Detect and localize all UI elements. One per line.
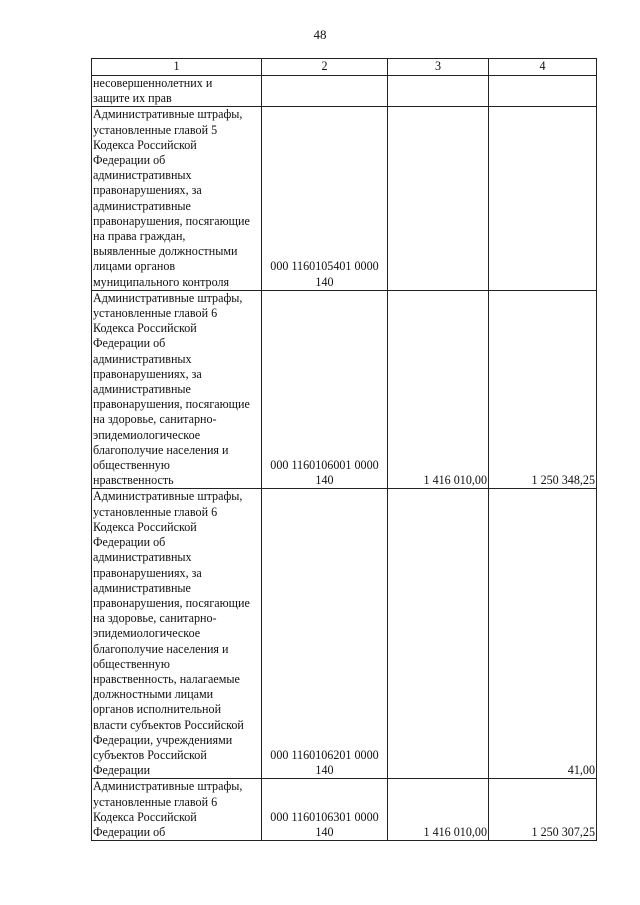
- row-name-cell: [92, 290, 262, 489]
- table-row: [92, 290, 597, 489]
- row-code-cell: [262, 76, 388, 107]
- row-col3-cell: 1 416 010,00: [388, 779, 489, 841]
- row-name-cell: [92, 779, 262, 841]
- row-code-cell: 000 1160106301 0000 140: [262, 779, 388, 841]
- table-row: [92, 76, 597, 107]
- row-description: Административные штрафы, установленные главой 5 Кодекса Российской Федерации об административных правонарушениях, за административные правонарушения, посягающие на права граждан, выявленные должностными лицами органов муниципального контроля: [93, 107, 250, 289]
- row-col4-cell: 1 250 307,25: [489, 779, 597, 841]
- row-name-cell: [92, 76, 262, 107]
- row-description: Административные штрафы, установленные главой 6 Кодекса Российской Федерации об: [93, 779, 243, 839]
- row-name-cell: [92, 107, 262, 290]
- row-col4-cell: [489, 76, 597, 107]
- column-header-2: 2: [262, 59, 388, 76]
- table-row: [92, 489, 597, 779]
- column-header-1: 1: [92, 59, 262, 76]
- row-col3-cell: 1 416 010,00: [388, 290, 489, 489]
- row-col4-cell: 41,00: [489, 489, 597, 779]
- row-description: Административные штрафы, установленные главой 6 Кодекса Российской Федерации об административных правонарушениях, за административные правонарушения, посягающие на здоровье, санитарно- эпидемиологическое благополучие населения и общественную нравственность, налагаемые должностными лицами органов исполнительной власти субъектов Российской Федерации, учреждениями субъектов Российской Федерации: [93, 489, 250, 778]
- row-col3-cell: [388, 489, 489, 779]
- table-row: [92, 107, 597, 290]
- column-header-4: 4: [489, 59, 597, 76]
- row-col3-cell: [388, 76, 489, 107]
- row-col3-cell: [388, 107, 489, 290]
- row-description: несовершеннолетних и защите их прав: [93, 76, 213, 106]
- page-number: 48: [313, 27, 327, 42]
- row-code-cell: 000 1160106201 0000 140: [262, 489, 388, 779]
- table-row: [92, 779, 597, 841]
- row-code-cell: 000 1160106001 0000 140: [262, 290, 388, 489]
- column-header-3: 3: [388, 59, 489, 76]
- row-name-cell: [92, 489, 262, 779]
- budget-table: [91, 58, 597, 841]
- table-header-row: [92, 59, 597, 76]
- row-description: Административные штрафы, установленные главой 6 Кодекса Российской Федерации об административных правонарушениях, за административные правонарушения, посягающие на здоровье, санитарно- эпидемиологическое благополучие населения и общественную нравственность: [93, 290, 250, 488]
- row-code-cell: 000 1160105401 0000 140: [262, 107, 388, 290]
- row-col4-cell: 1 250 348,25: [489, 290, 597, 489]
- row-col4-cell: [489, 107, 597, 290]
